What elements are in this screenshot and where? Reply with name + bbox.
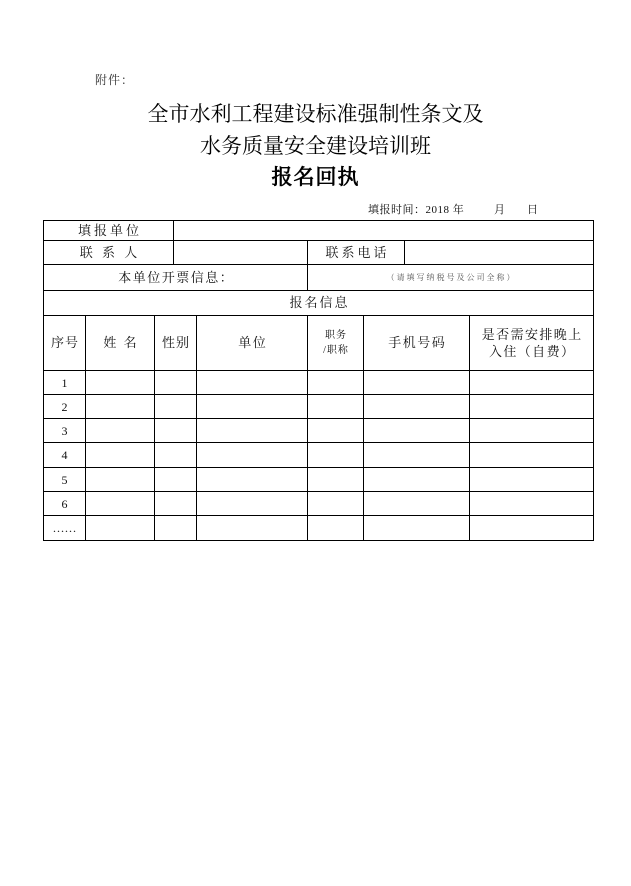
header-unit [196,315,308,371]
registration-form-table [43,220,594,541]
header-position-line2: /职称 [323,345,349,356]
header-gender [154,315,197,371]
row-number: 3 [61,423,68,438]
unit-input-cell[interactable] [196,370,308,395]
lodging-input-cell[interactable] [469,491,594,516]
invoice-label: 本单位开票信息： [118,269,235,285]
name-input-cell[interactable] [85,418,155,443]
header-seq [43,315,86,371]
unit-input-cell[interactable] [196,491,308,516]
phone-input-cell[interactable] [363,418,470,443]
gender-input-cell[interactable] [154,418,197,443]
header-seq-text: 序号 [50,335,79,350]
table-row [43,467,594,492]
unit-input-cell[interactable] [196,442,308,468]
row-number: 5 [61,472,68,487]
fill-date-label: 填报时间：2018 年 [368,204,465,216]
contact-row [43,240,594,265]
lodging-input-cell[interactable] [469,515,594,541]
contact-phone-input-cell[interactable] [404,240,594,265]
gender-input-cell[interactable] [154,442,197,468]
unit-input-cell[interactable] [196,394,308,419]
invoice-label-cell [43,264,308,291]
lodging-input-cell[interactable] [469,467,594,492]
invoice-input-cell[interactable] [307,264,594,291]
row-number: …… [52,521,77,535]
table-row [43,515,594,541]
seq-cell [43,467,86,492]
name-input-cell[interactable] [85,491,155,516]
gender-input-cell[interactable] [154,491,197,516]
header-lodging-line1: 是否需安排晚上 [481,327,583,342]
row-number: 1 [61,375,68,390]
title-line-3: 报名回执 [271,166,360,189]
header-position-line1: 职务 [325,330,347,341]
invoice-row [43,264,594,291]
table-row [43,442,594,468]
lodging-input-cell[interactable] [469,418,594,443]
seq-cell [43,515,86,541]
phone-input-cell[interactable] [363,394,470,419]
unit-label-cell [43,220,174,241]
row-number: 2 [61,399,68,414]
table-header-row [43,315,594,371]
fill-date-month: 月 [494,204,505,216]
header-gender-text: 性别 [161,335,190,350]
contact-label-cell [43,240,174,265]
attachment-label: 附件： [95,73,135,87]
lodging-input-cell[interactable] [469,394,594,419]
section-title: 报名信息 [289,295,350,310]
position-input-cell[interactable] [307,418,364,443]
phone-label: 联系电话 [325,244,390,260]
row-number: 6 [61,496,68,511]
position-input-cell[interactable] [307,515,364,541]
gender-input-cell[interactable] [154,370,197,395]
phone-input-cell[interactable] [363,515,470,541]
lodging-input-cell[interactable] [469,370,594,395]
name-input-cell[interactable] [85,442,155,468]
unit-row [43,220,594,241]
title-line-1: 全市水利工程建设标准强制性条文及 [147,103,484,126]
lodging-input-cell[interactable] [469,442,594,468]
seq-cell [43,418,86,443]
position-input-cell[interactable] [307,442,364,468]
header-position [307,315,364,371]
phone-input-cell[interactable] [363,442,470,468]
header-name [85,315,155,371]
header-lodging-line2: 入住（自费） [488,344,576,359]
unit-input-cell[interactable] [173,220,594,241]
seq-cell [43,442,86,468]
table-row [43,491,594,516]
unit-label: 填报单位 [77,222,142,238]
header-phone [363,315,470,371]
name-input-cell[interactable] [85,370,155,395]
unit-input-cell[interactable] [196,467,308,492]
gender-input-cell[interactable] [154,515,197,541]
header-name-text: 姓 名 [103,335,139,350]
position-input-cell[interactable] [307,467,364,492]
table-row [43,418,594,443]
seq-cell [43,491,86,516]
seq-cell [43,370,86,395]
header-lodging [469,315,594,371]
phone-input-cell[interactable] [363,491,470,516]
contact-input-cell[interactable] [173,240,308,265]
contact-label: 联 系 人 [79,244,141,260]
header-unit-text: 单位 [238,335,268,350]
name-input-cell[interactable] [85,394,155,419]
position-input-cell[interactable] [307,491,364,516]
position-input-cell[interactable] [307,394,364,419]
fill-date-day: 日 [527,204,538,216]
phone-label-cell [307,240,405,265]
gender-input-cell[interactable] [154,394,197,419]
unit-input-cell[interactable] [196,418,308,443]
unit-input-cell[interactable] [196,515,308,541]
invoice-hint: （请填写纳税号及公司全称） [386,272,517,282]
seq-cell [43,394,86,419]
name-input-cell[interactable] [85,467,155,492]
section-title-cell [43,290,594,316]
position-input-cell[interactable] [307,370,364,395]
phone-input-cell[interactable] [363,370,470,395]
phone-input-cell[interactable] [363,467,470,492]
name-input-cell[interactable] [85,515,155,541]
title-line-2: 水务质量安全建设培训班 [200,135,431,158]
gender-input-cell[interactable] [154,467,197,492]
table-row [43,394,594,419]
table-row [43,370,594,395]
header-phone-text: 手机号码 [388,335,447,350]
section-title-row [43,290,594,316]
row-number: 4 [61,448,68,462]
